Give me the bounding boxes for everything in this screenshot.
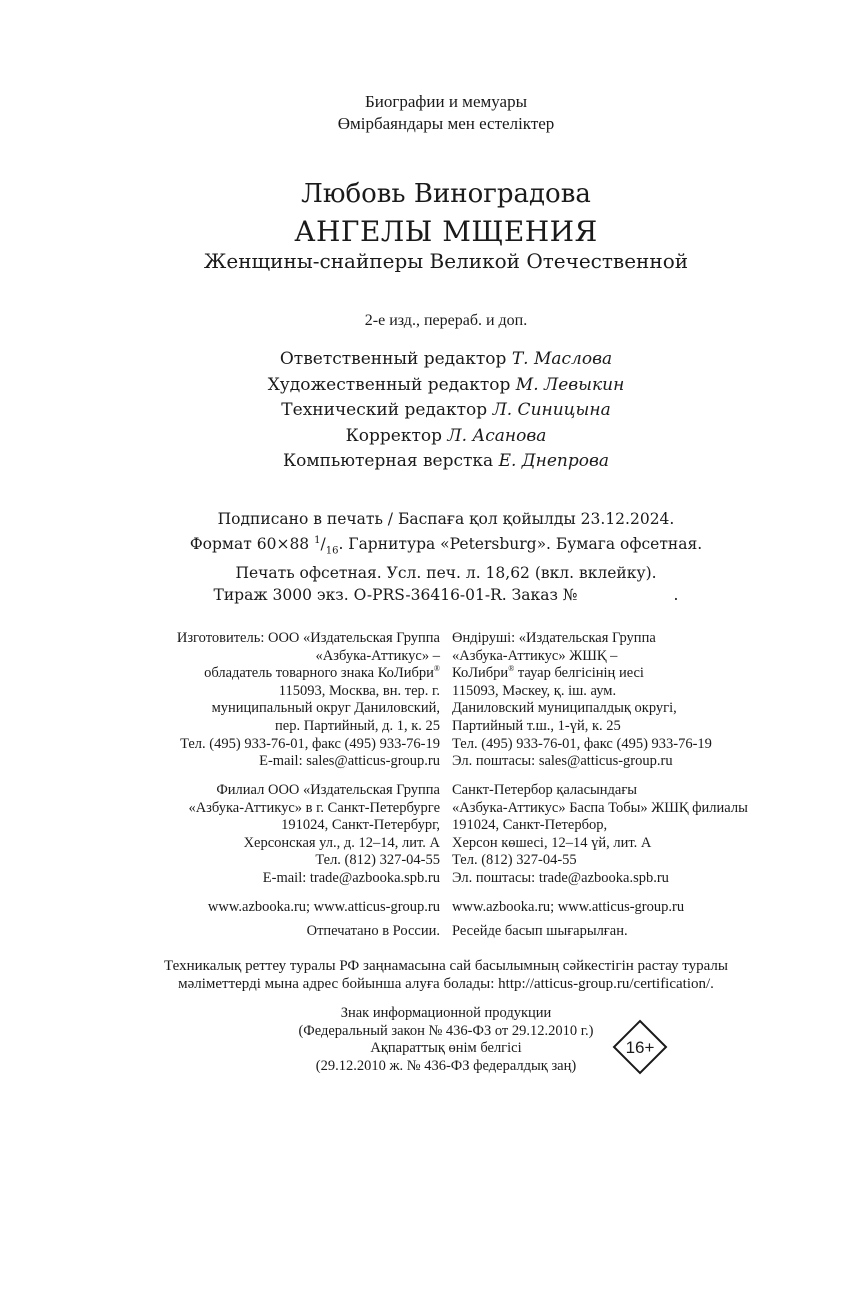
edition-note: 2-е изд., перераб. и доп. bbox=[364, 312, 528, 329]
book-header bbox=[0, 178, 856, 274]
staff-name: Л. Синицына bbox=[492, 400, 611, 420]
printed-in-kz: Ресейде басып шығарылған. bbox=[452, 923, 628, 939]
staff-line: Художественный редактор М. Левыкин bbox=[267, 374, 625, 395]
staff-line: Технический редактор Л. Синицына bbox=[281, 400, 611, 420]
author-name: Любовь Виноградова bbox=[301, 179, 591, 209]
age-rating-label: 16+ bbox=[625, 1038, 655, 1057]
book-title: АНГЕЛЫ МЩЕНИЯ bbox=[294, 215, 598, 248]
print-info bbox=[0, 508, 856, 606]
book-subtitle: Женщины-снайперы Великой Отечественной bbox=[203, 249, 689, 273]
staff-name: Т. Маслова bbox=[511, 349, 613, 369]
staff-line: Ответственный редактор Т. Маслова bbox=[279, 349, 613, 369]
format-line: Формат 60×88 $^1/_{16}$. Гарнитура «Petersburg». Бумага офсетная. bbox=[189, 535, 703, 557]
print-run: Тираж 3000 экз. O-PRS-36416-01-R. Заказ № . bbox=[213, 586, 679, 605]
signed-date: Подписано в печать / Баспаға қол қойылды 23.12.2024. bbox=[217, 510, 675, 528]
manufacturer-ru: Изготовитель: ООО «Издательская Группа «Азбука-Аттикус» – обладатель товарного знака КоЛибри® 115093, Москва, вн. тер. г. муниципальный округ Даниловский, пер. Партийный, д. 1, к. 25 Тел. (495) 933-76-01, факс (495) 933-76-19 E-mail: sales@atticus-group.ru bbox=[176, 630, 440, 770]
series-kz: Өмірбаяндары мен естеліктер bbox=[337, 114, 555, 133]
staff-line: Компьютерная верстка Е. Днепрова bbox=[283, 451, 609, 471]
staff-name: Л. Асанова bbox=[447, 425, 547, 446]
staff-list bbox=[0, 347, 856, 475]
series-ru: Биографии и мемуары bbox=[365, 92, 527, 111]
info-product-sign: Знак информационной продукции (Федеральный закон № 436-ФЗ от 29.12.2010 г.) Ақпараттық өнім белгісі (29.12.2010 ж. № 436-ФЗ федералдық заң) bbox=[298, 1005, 594, 1074]
web-links-ru[interactable]: www.azbooka.ru; www.atticus-group.ru bbox=[207, 899, 440, 915]
branch-ru: Филиал ООО «Издательская Группа «Азбука-Аттикус» в г. Санкт-Петербурге 191024, Санкт-Петербург, Херсонская ул., д. 12–14, лит. А Тел. (812) 327-04-55 E-mail: trade@azbooka.spb.ru bbox=[188, 782, 440, 886]
age-rating-icon bbox=[612, 1019, 668, 1075]
branch-kz: Санкт-Петербор қаласындағы «Азбука-Аттикус» Баспа Тобы» ЖШҚ филиалы 191024, Санкт-Петербор, Херсон көшесі, 12–14 үй, лит. А Тел. (812) 327-04-55 Эл. поштасы: trade@azbooka.spb.ru bbox=[452, 782, 748, 886]
web-links-kz[interactable]: www.azbooka.ru; www.atticus-group.ru bbox=[452, 899, 685, 915]
certification-note: Техникалық реттеу туралы РФ заңнамасына сай басылымның сәйкестігін растау туралы мәліметтерді мына адрес бойынша алуға болады: http://atticus-group.ru/certification/. bbox=[164, 958, 728, 992]
print-type: Печать офсетная. Усл. печ. л. 18,62 (вкл. вклейку). bbox=[235, 564, 657, 583]
staff-name: М. Левыкин bbox=[515, 374, 625, 395]
staff-name: Е. Днепрова bbox=[498, 451, 609, 471]
staff-line: Корректор Л. Асанова bbox=[345, 425, 547, 446]
series-heading bbox=[0, 91, 856, 135]
manufacturer-kz: Өндіруші: «Издательская Группа «Азбука-Аттикус» ЖШҚ – КоЛибри® тауар белгісінің иесі 115093, Мәскеу, қ. іш. аум. Даниловский муниципалдық округі, Партийный т.ш., 1-үй, к. 25 Тел. (495) 933-76-01, факс (495) 933-76-19 Эл. поштасы: sales@atticus-group.ru bbox=[452, 630, 712, 770]
printed-in-ru: Отпечатано в России. bbox=[306, 923, 440, 939]
